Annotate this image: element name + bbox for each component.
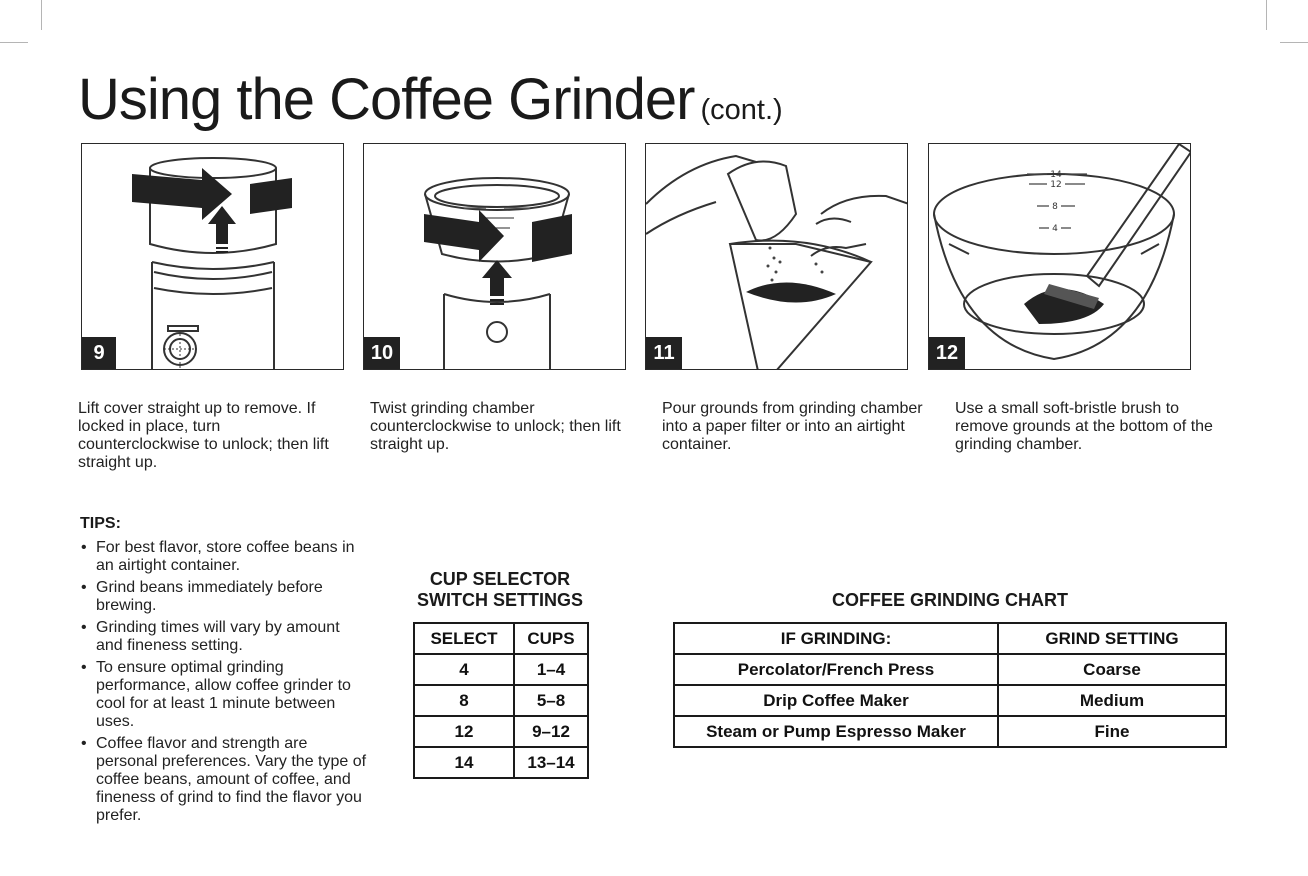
column-header-cups: CUPS (514, 623, 588, 654)
page-title-text: Using the Coffee Grinder (78, 67, 695, 132)
step-11-illustration (645, 143, 908, 370)
pour-grounds-filter-icon (646, 144, 908, 370)
tip-item: • For best flavor, store coffee beans in an airtight container. (80, 539, 370, 575)
grinding-chart-title: COFFEE GRINDING CHART (832, 590, 1068, 610)
cups-cell: 13–14 (514, 747, 588, 778)
column-header-grind-setting: GRIND SETTING (998, 623, 1226, 654)
chamber-marking: 12 (1050, 180, 1062, 190)
table-header-row (414, 623, 588, 654)
cups-cell: 5–8 (514, 685, 588, 716)
table-header-row (674, 623, 1226, 654)
table-row (674, 716, 1226, 747)
cup-selector-title-line2: SWITCH SETTINGS (417, 590, 583, 610)
crop-mark (1266, 0, 1267, 30)
brew-method-cell: Percolator/French Press (674, 654, 998, 685)
step-12-illustration (928, 143, 1191, 370)
table-row (414, 654, 588, 685)
chamber-marking: 14 (1050, 170, 1062, 180)
select-cell: 8 (414, 685, 514, 716)
table-row (414, 685, 588, 716)
step-10-illustration (363, 143, 626, 370)
tip-item: • Grinding times will vary by amount and fineness setting. (80, 619, 370, 655)
cup-selector-title-line1: CUP SELECTOR (429, 569, 571, 589)
crop-mark (1280, 42, 1308, 43)
column-header-select: SELECT (414, 623, 514, 654)
page-title-suffix: (cont.) (700, 94, 783, 126)
tip-item: • To ensure optimal grinding performance, allow coffee grinder to cool for at least 1 minute between uses. (80, 659, 370, 731)
step-number: 12 (929, 337, 965, 369)
grinding-chamber-twist-icon (364, 144, 626, 370)
step-9-illustration (81, 143, 344, 370)
crop-mark (41, 0, 42, 30)
cup-selector-title (400, 569, 600, 611)
tips-list (80, 539, 370, 829)
select-cell: 12 (414, 716, 514, 747)
chamber-marking: 8 (1052, 202, 1058, 212)
tip-item: • Grind beans immediately before brewing. (80, 579, 370, 615)
select-cell: 4 (414, 654, 514, 685)
step-11-text: Pour grounds from grinding chamber into a paper filter or into an airtight container. (662, 400, 923, 453)
step-10-text: Twist grinding chamber counterclockwise to unlock; then lift straight up. (370, 400, 621, 453)
tips-heading: TIPS: (80, 515, 121, 532)
cup-selector-table (413, 622, 589, 779)
brew-method-cell: Steam or Pump Espresso Maker (674, 716, 998, 747)
tip-item: • Coffee flavor and strength are personal preferences. Vary the type of coffee beans, amount of coffee, and fineness of grind to find the flavor you prefer. (80, 735, 370, 825)
step-number: 11 (646, 337, 682, 369)
table-row (674, 685, 1226, 716)
grind-setting-cell: Medium (998, 685, 1226, 716)
table-row (414, 716, 588, 747)
table-row (414, 747, 588, 778)
step-number: 9 (82, 337, 116, 369)
cups-cell: 9–12 (514, 716, 588, 747)
select-cell: 14 (414, 747, 514, 778)
cups-cell: 1–4 (514, 654, 588, 685)
brew-method-cell: Drip Coffee Maker (674, 685, 998, 716)
table-row (674, 654, 1226, 685)
column-header-if-grinding: IF GRINDING: (674, 623, 998, 654)
grinder-cover-lift-icon (82, 144, 344, 370)
step-number: 10 (364, 337, 400, 369)
step-12-text: Use a small soft-bristle brush to remove grounds at the bottom of the grinding chamber. (955, 400, 1213, 453)
crop-mark (0, 42, 28, 43)
grind-setting-cell: Coarse (998, 654, 1226, 685)
chamber-marking: 4 (1052, 224, 1058, 234)
brush-chamber-icon (929, 144, 1191, 370)
step-9-text: Lift cover straight up to remove. If locked in place, turn counterclockwise to unlock; then lift straight up. (78, 400, 329, 471)
grind-setting-cell: Fine (998, 716, 1226, 747)
grinding-chart-table (673, 622, 1227, 748)
page-title (78, 66, 783, 133)
